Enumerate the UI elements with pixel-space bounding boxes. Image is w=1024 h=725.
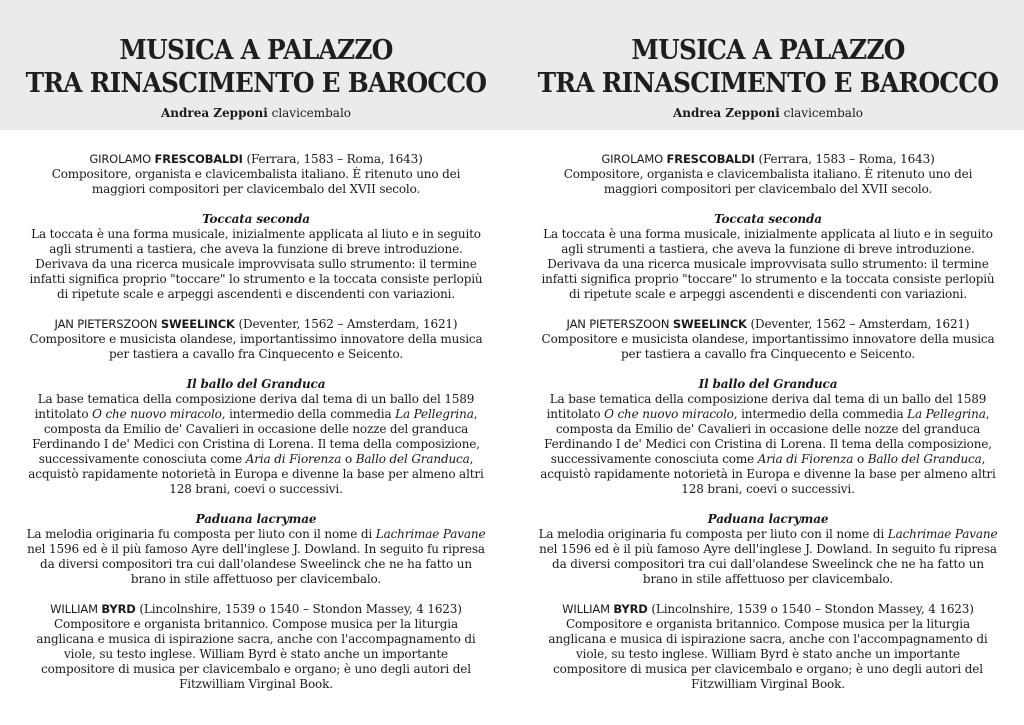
composer-dates: (Ferrara, 1583 – Roma, 1643) (246, 152, 423, 166)
composer-first-name: JAN PIETERSZOON (54, 317, 158, 331)
title-line-1: MUSICA A PALAZZO (119, 35, 393, 66)
composer-name (562, 602, 648, 616)
composer-name (55, 317, 235, 331)
piece-description: La base tematica della composizione deriva dal tema di un ballo del 1589 intitolato O che nuovo miracolo, intermedio della commedia La Pellegrina, composta da Emilio de' Cavalieri in occasione delle nozze del granduca Ferdinando I de' Medici con Cristina di Lorena. Il tema della composizione, successivamente conosciuta come Aria di Fiorenza o Ballo del Granduca, acquistò rapidamente notorietà in Europa e divenne la base per almeno altri 128 brani, coevi o successivi. (28, 392, 484, 496)
composer-first-name: WILLIAM (50, 602, 98, 616)
piece-title: Paduana lacrymae (195, 512, 317, 526)
program-header (0, 0, 512, 130)
composer-byrd (26, 602, 486, 617)
program-title (20, 34, 491, 100)
composer-frescobaldi (538, 152, 998, 167)
performer-line (512, 106, 1024, 121)
piece-description: La melodia originaria fu composta per liuto con il nome di Lachrimae Pavane nel 1596 ed è il più famoso Ayre dell'inglese J. Dowland. In seguito fu ripresa da diversi compositori tra cui dall'olandese Sweelinck che ne ha fatto un brano in stile affettuoso per clavicembalo. (538, 527, 998, 586)
piece-title: Toccata seconda (714, 212, 822, 226)
composer-first-name: JAN PIETERSZOON (566, 317, 670, 331)
title-line-2: TRA RINASCIMENTO E BAROCCO (537, 68, 999, 99)
performer-name: Andrea Zepponi (160, 106, 268, 120)
program-body (26, 152, 486, 692)
composer-dates: (Deventer, 1562 – Amsterdam, 1621) (750, 317, 970, 331)
composer-sweelinck (538, 317, 998, 332)
composer-bio: Compositore e organista britannico. Compose musica per la liturgia anglicana e musica di ispirazione sacra, anche con l'accompagnamento di viole, su testo inglese. William Byrd è stato anche un importante compositore di musica per clavicembalo e organo; è uno degli autori del Fitzwilliam Virginal Book. (548, 617, 988, 691)
performer-name: Andrea Zepponi (672, 106, 780, 120)
composer-sweelinck (26, 317, 486, 332)
composer-surname: BYRD (101, 602, 136, 616)
composer-name (567, 317, 747, 331)
composer-bio: Compositore e musicista olandese, importantissimo innovatore della musica per tastiera a cavallo fra Cinquecento e Seicento. (29, 332, 483, 361)
composer-surname: BYRD (613, 602, 648, 616)
composer-dates: (Ferrara, 1583 – Roma, 1643) (758, 152, 935, 166)
composer-name (50, 602, 136, 616)
piece-title: Il ballo del Granduca (698, 377, 838, 391)
piece-title: Paduana lacrymae (707, 512, 829, 526)
piece-description: La melodia originaria fu composta per liuto con il nome di Lachrimae Pavane nel 1596 ed è il più famoso Ayre dell'inglese J. Dowland. In seguito fu ripresa da diversi compositori tra cui dall'olandese Sweelinck che ne ha fatto un brano in stile affettuoso per clavicembalo. (26, 527, 486, 586)
piece-description: La toccata è una forma musicale, inizialmente applicata al liuto e in seguito agli strumenti a tastiera, che aveva la funzione di breve introduzione. Derivava da una ricerca musicale improvvisata sullo strumento: il termine infatti significa proprio "toccare" lo strumento e la toccata consiste perlopiù di ripetute scale e arpeggi ascendenti e discendenti con variazioni. (541, 227, 995, 301)
program-header (512, 0, 1024, 130)
piece-title: Toccata seconda (202, 212, 310, 226)
performer-role: clavicembalo (783, 106, 864, 120)
composer-first-name: GIROLAMO (89, 152, 152, 166)
composer-dates: (Lincolnshire, 1539 o 1540 – Stondon Massey, 4 1623) (651, 602, 974, 616)
program-page-right (512, 0, 1024, 725)
composer-dates: (Lincolnshire, 1539 o 1540 – Stondon Massey, 4 1623) (139, 602, 462, 616)
composer-byrd (538, 602, 998, 617)
composer-name (89, 152, 242, 166)
composer-surname: SWEELINCK (160, 317, 235, 331)
composer-bio: Compositore, organista e clavicembalista italiano. È ritenuto uno dei maggiori compositori per clavicembalo del XVII secolo. (563, 167, 973, 196)
composer-frescobaldi (26, 152, 486, 167)
program-body (538, 152, 998, 692)
composer-bio: Compositore, organista e clavicembalista italiano. È ritenuto uno dei maggiori compositori per clavicembalo del XVII secolo. (51, 167, 461, 196)
composer-name (601, 152, 754, 166)
composer-bio: Compositore e musicista olandese, importantissimo innovatore della musica per tastiera a cavallo fra Cinquecento e Seicento. (541, 332, 995, 361)
piece-description: La base tematica della composizione deriva dal tema di un ballo del 1589 intitolato O che nuovo miracolo, intermedio della commedia La Pellegrina, composta da Emilio de' Cavalieri in occasione delle nozze del granduca Ferdinando I de' Medici con Cristina di Lorena. Il tema della composizione, successivamente conosciuta come Aria di Fiorenza o Ballo del Granduca, acquistò rapidamente notorietà in Europa e divenne la base per almeno altri 128 brani, coevi o successivi. (540, 392, 996, 496)
composer-dates: (Deventer, 1562 – Amsterdam, 1621) (238, 317, 458, 331)
composer-first-name: GIROLAMO (601, 152, 664, 166)
performer-role: clavicembalo (271, 106, 352, 120)
composer-bio: Compositore e organista britannico. Compose musica per la liturgia anglicana e musica di ispirazione sacra, anche con l'accompagnamento di viole, su testo inglese. William Byrd è stato anche un importante compositore di musica per clavicembalo e organo; è uno degli autori del Fitzwilliam Virginal Book. (36, 617, 476, 691)
composer-surname: SWEELINCK (672, 317, 747, 331)
composer-first-name: WILLIAM (562, 602, 610, 616)
composer-surname: FRESCOBALDI (154, 152, 243, 166)
piece-title: Il ballo del Granduca (186, 377, 326, 391)
program-title (532, 34, 1003, 100)
title-line-2: TRA RINASCIMENTO E BAROCCO (25, 68, 487, 99)
piece-description: La toccata è una forma musicale, inizialmente applicata al liuto e in seguito agli strumenti a tastiera, che aveva la funzione di breve introduzione. Derivava da una ricerca musicale improvvisata sullo strumento: il termine infatti significa proprio "toccare" lo strumento e la toccata consiste perlopiù di ripetute scale e arpeggi ascendenti e discendenti con variazioni. (29, 227, 483, 301)
performer-line (0, 106, 512, 121)
title-line-1: MUSICA A PALAZZO (631, 35, 905, 66)
composer-surname: FRESCOBALDI (666, 152, 755, 166)
